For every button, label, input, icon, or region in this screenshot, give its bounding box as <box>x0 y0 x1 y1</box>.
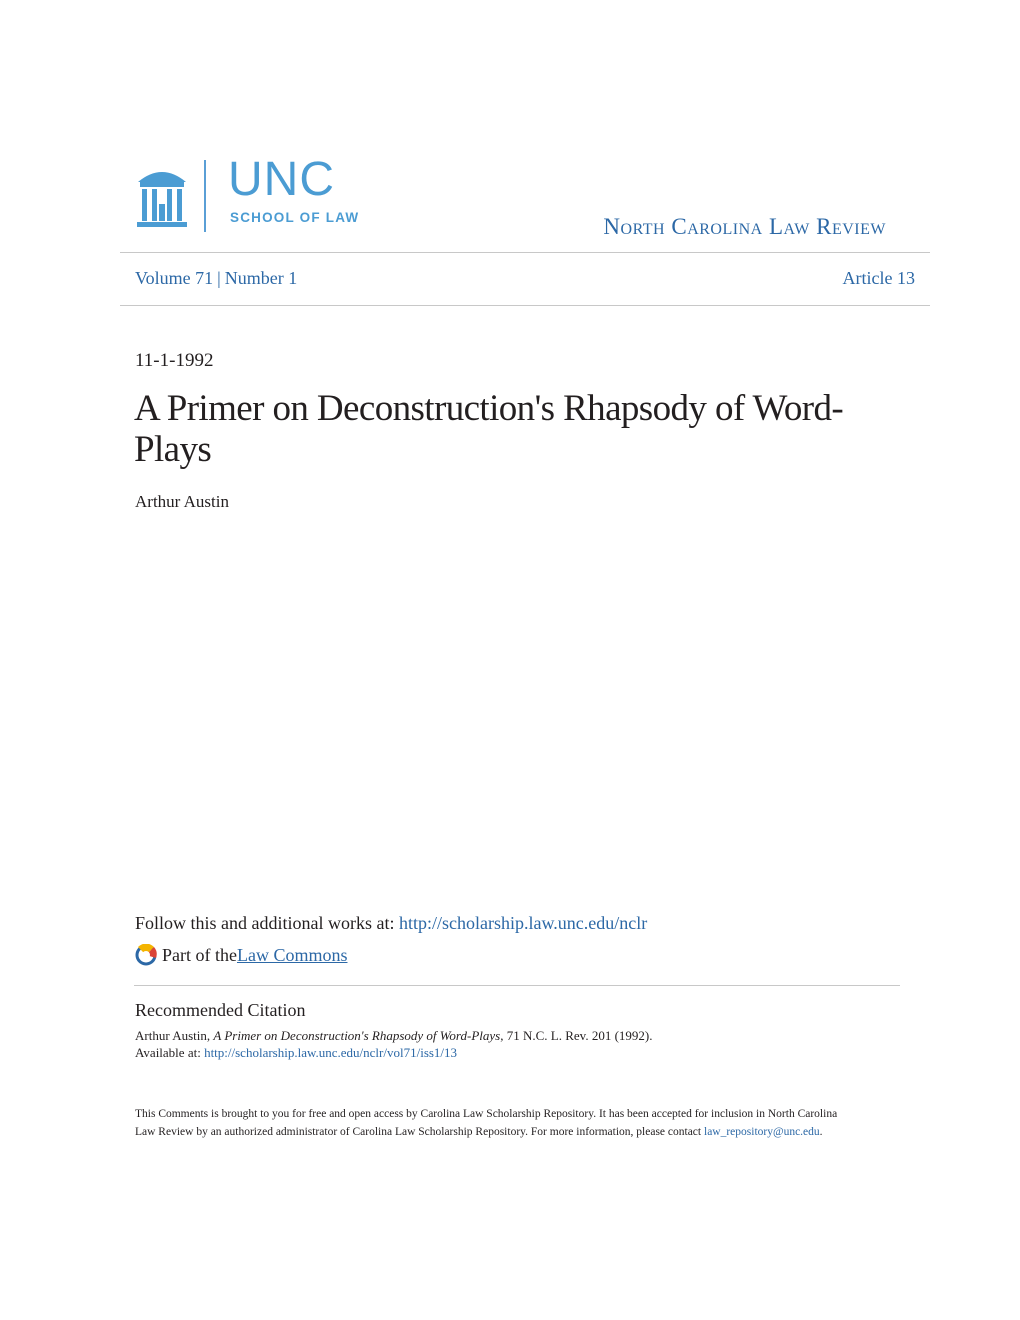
logo-wordmark: UNC <box>228 153 335 206</box>
volume-link[interactable]: Volume 71 <box>135 268 214 288</box>
citation-rule <box>134 985 900 986</box>
contact-email-link[interactable]: law_repository@unc.edu <box>704 1126 820 1138</box>
logo-subtitle: SCHOOL OF LAW <box>230 210 360 225</box>
available-prefix: Available at: <box>135 1045 205 1060</box>
citation-heading: Recommended Citation <box>135 1000 306 1020</box>
volume-line <box>135 268 297 289</box>
footer-note <box>135 1105 855 1141</box>
old-well-icon <box>134 160 190 230</box>
logo-divider <box>204 160 206 232</box>
citation-block <box>135 1027 652 1061</box>
article-author: Arthur Austin <box>135 492 229 511</box>
citation-availability <box>135 1044 652 1061</box>
number-link[interactable]: Number 1 <box>224 268 298 288</box>
citation-source: , 71 N.C. L. Rev. 201 (1992). <box>500 1028 653 1043</box>
law-commons-link[interactable]: Law Commons <box>236 944 348 965</box>
header-rule-bottom <box>120 305 930 306</box>
follow-prefix: Follow this and additional works at: <box>135 913 399 933</box>
journal-title-link[interactable]: North Carolina Law Review <box>603 214 886 239</box>
citation-author: Arthur Austin, <box>135 1028 214 1043</box>
footer-text: This Comments is brought to you for free and open access by Carolina Law Scholarship Repository. It has been accepted for inclusion in North Carolina Law Review by an authorized administrator of Carolina Law Scholarship Repository. For more information, please contact <box>135 1108 838 1138</box>
repository-link[interactable]: http://scholarship.law.unc.edu/nclr <box>398 913 648 933</box>
volume-separator: | <box>217 268 221 288</box>
part-of-line <box>135 944 347 966</box>
citation-title: A Primer on Deconstruction's Rhapsody of Word-Plays <box>213 1028 501 1043</box>
network-icon <box>135 944 157 966</box>
follow-line <box>135 913 647 934</box>
citation-line <box>135 1027 652 1044</box>
footer-end: . <box>819 1126 823 1138</box>
part-prefix: Part of the <box>162 944 237 965</box>
publication-date: 11-1-1992 <box>135 350 214 371</box>
header-rule <box>120 252 930 253</box>
article-number-link[interactable]: Article 13 <box>842 268 915 288</box>
article-title: A Primer on Deconstruction's Rhapsody of Word-Plays <box>134 388 844 470</box>
citation-url-link[interactable]: http://scholarship.law.unc.edu/nclr/vol71/iss1/13 <box>204 1045 458 1060</box>
